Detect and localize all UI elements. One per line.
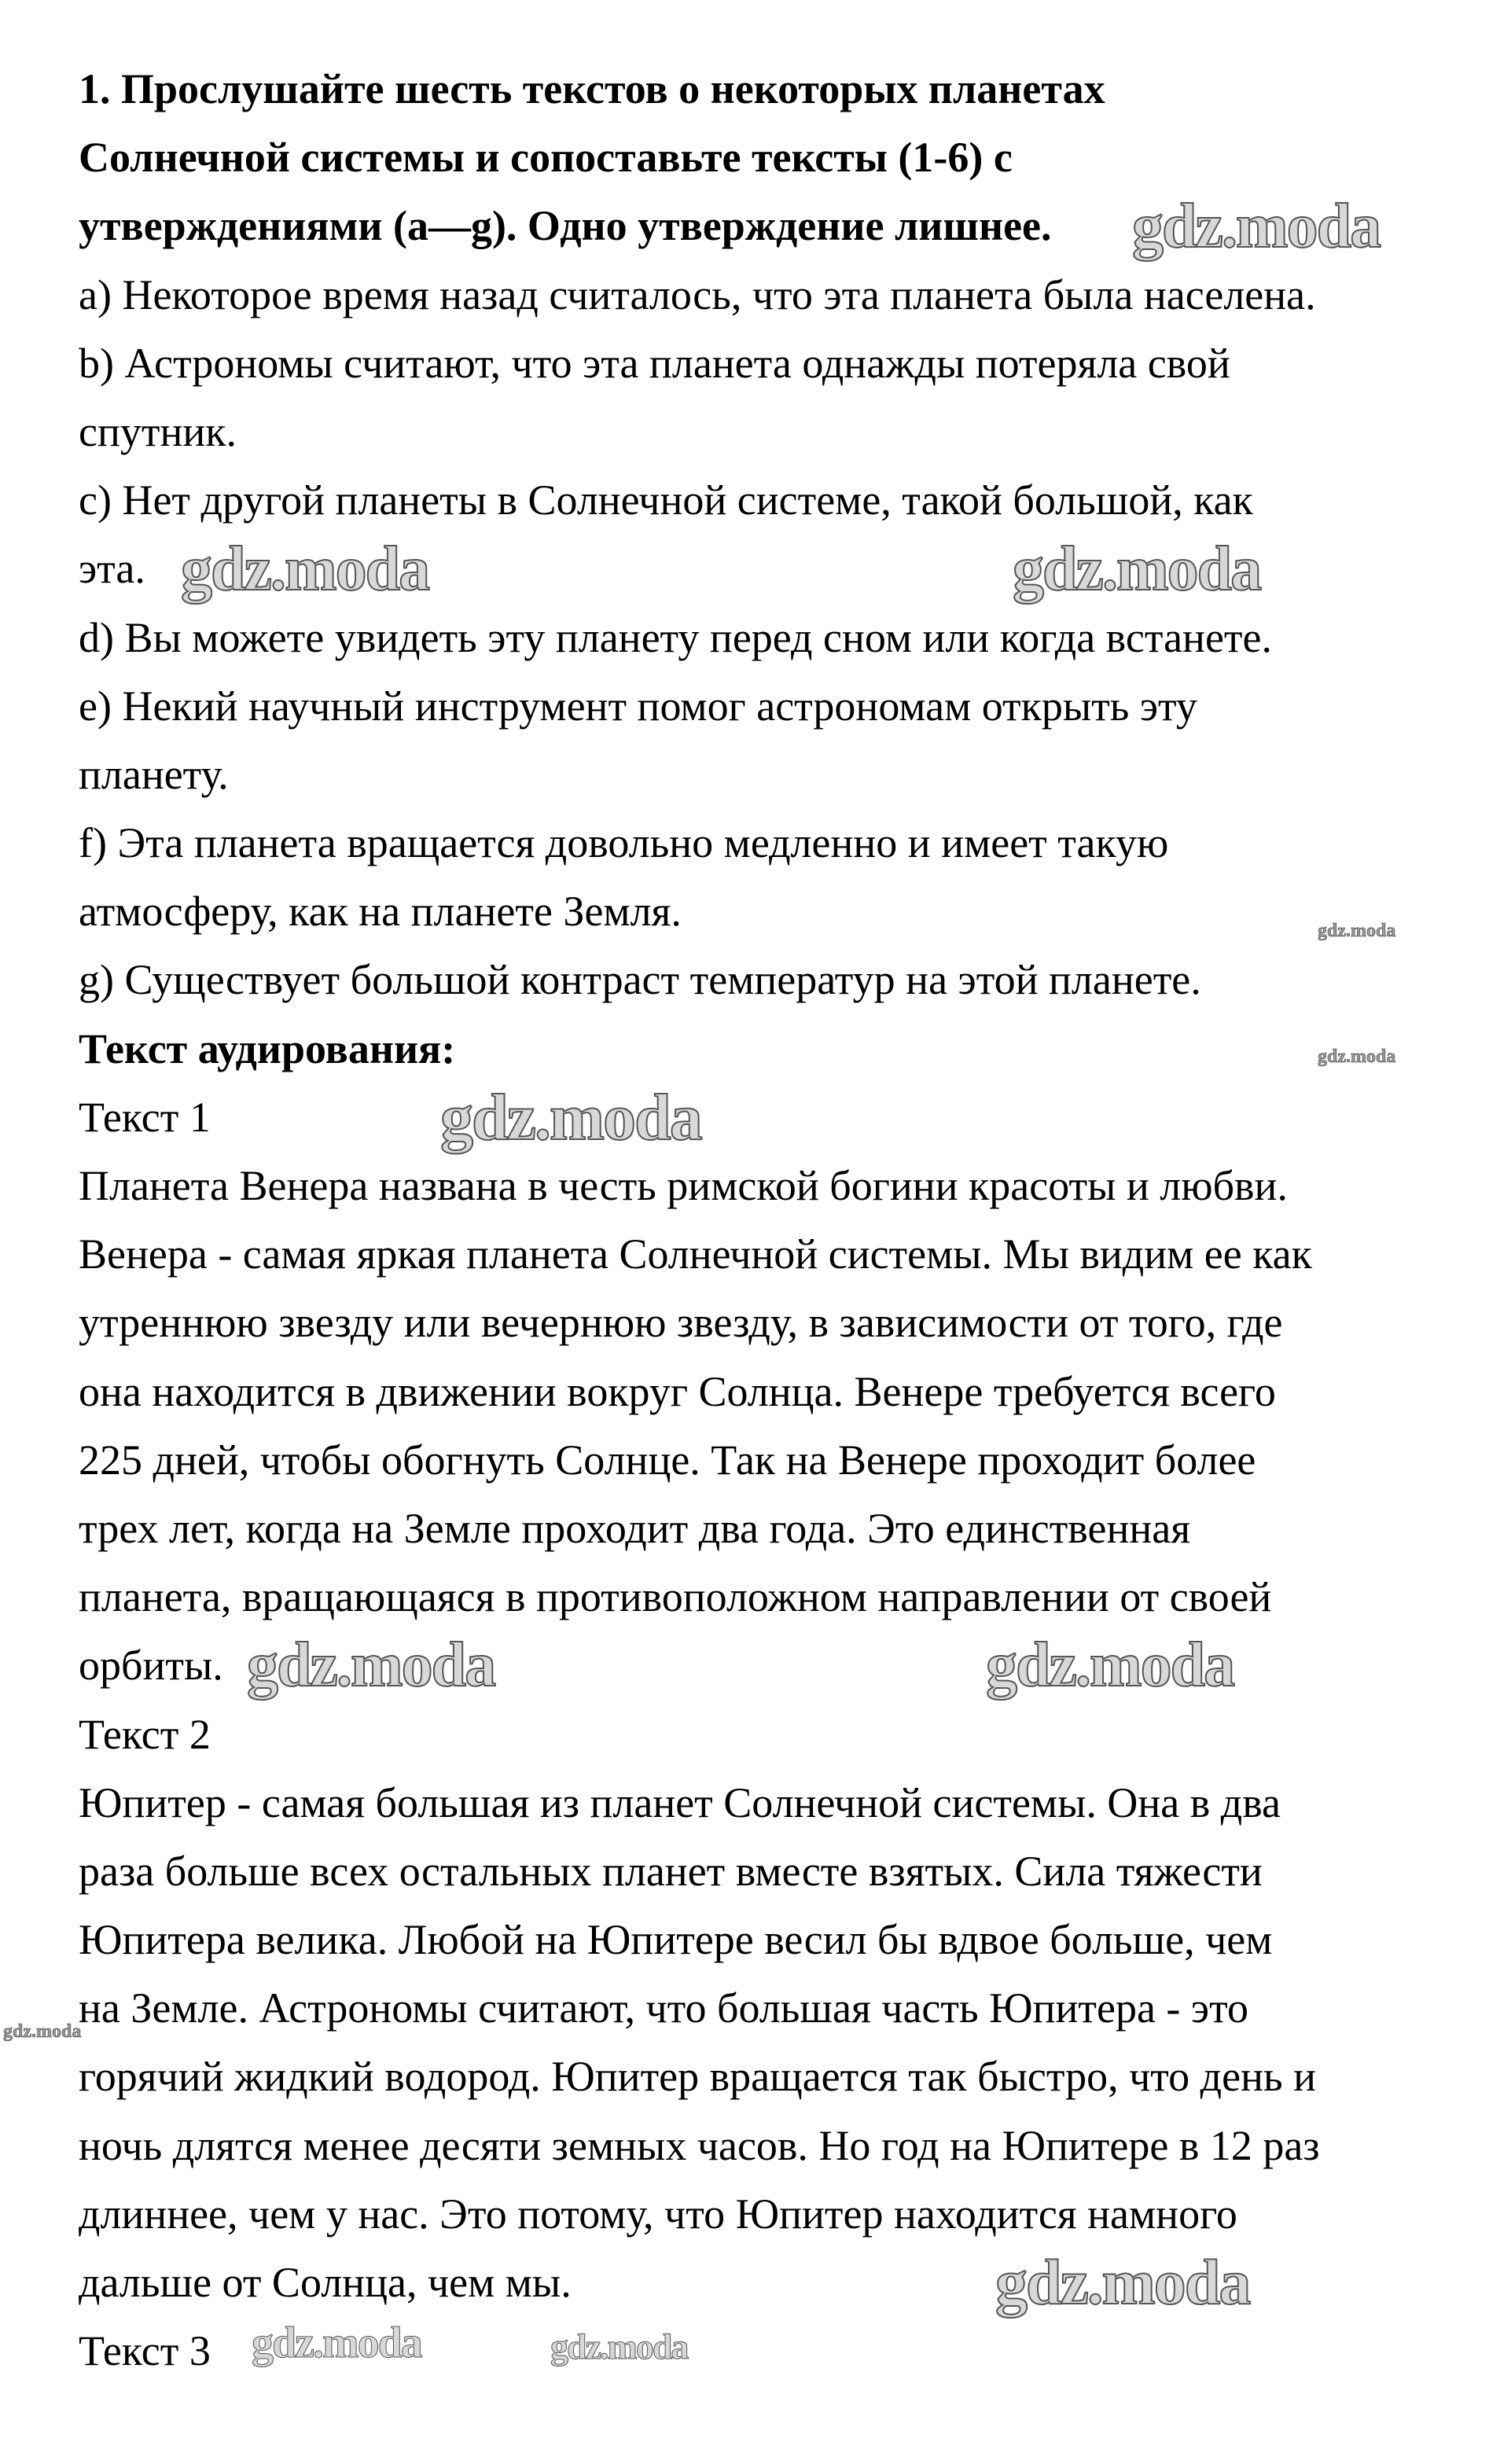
text-line: d) Вы можете увидеть эту планету перед сном или когда встанете. — [79, 613, 1272, 661]
text-line: длиннее, чем у нас. Это потому, что Юпитер находится намного — [79, 2190, 1237, 2238]
text-line: g) Существует большой контраст температур на этой планете. — [79, 956, 1201, 1004]
text-line: Венера - самая яркая планета Солнечной системы. Мы видим ее как — [79, 1230, 1312, 1278]
text-line: a) Некоторое время назад считалось, что эта планета была населена. — [79, 270, 1316, 318]
watermark: gdz.moda — [3, 2021, 82, 2042]
text-line: планету. — [79, 750, 229, 798]
watermark: gdz.moda — [440, 1081, 701, 1154]
text-line: раза больше всех остальных планет вместе взятых. Сила тяжести — [79, 1847, 1263, 1895]
text-line: горячий жидкий водород. Юпитер вращается так быстро, что день и — [79, 2053, 1317, 2101]
text-line: f) Эта планета вращается довольно медленно и имеет такую — [79, 819, 1169, 867]
watermark: gdz.moda — [986, 1631, 1234, 1700]
text-line: дальше от Солнца, чем мы. — [79, 2259, 572, 2306]
heading-line: 1. Прослушайте шесть текстов о некоторых планетах — [79, 65, 1105, 112]
text-line: Юпитера велика. Любой на Юпитере весил бы вдвое больше, чем — [79, 1916, 1273, 1964]
text-line: Текст 1 — [79, 1093, 211, 1141]
text-line: она находится в движении вокруг Солнца. Венере требуется всего — [79, 1367, 1276, 1415]
heading-line: утверждениями (a—g). Одно утверждение лишнее. — [79, 202, 1052, 250]
document-body — [79, 55, 1442, 2385]
watermark: gdz.moda — [252, 2319, 421, 2367]
text-line: b) Астрономы считают, что эта планета однажды потеряла свой — [79, 339, 1230, 387]
watermark: gdz.moda — [1318, 1046, 1396, 1067]
text-line: трех лет, когда на Земле проходит два года. Это единственная — [79, 1504, 1191, 1552]
watermark: gdz.moda — [1132, 192, 1381, 261]
text-line: атмосферу, как на планете Земля. — [79, 888, 682, 936]
watermark: gdz.moda — [1013, 535, 1261, 604]
text-line: планета, вращающаяся в противоположном направлении от своей — [79, 1573, 1272, 1621]
text-line: e) Некий научный инструмент помог астрономам открыть эту — [79, 682, 1197, 730]
watermark: gdz.moda — [1318, 921, 1396, 941]
text-line: Планета Венера названа в честь римской богини красоты и любви. — [79, 1162, 1288, 1209]
watermark: gdz.moda — [247, 1631, 495, 1700]
heading-line: Солнечной системы и сопоставьте тексты (1-6) с — [79, 134, 1013, 182]
watermark: gdz.moda — [995, 2246, 1250, 2318]
text-line: эта. — [79, 545, 145, 593]
heading-line: Текст аудирования: — [79, 1024, 456, 1072]
text-line: ночь длятся менее десяти земных часов. Но год на Юпитере в 12 раз — [79, 2121, 1320, 2169]
text-line: орбиты. — [79, 1642, 223, 1690]
text-line: на Земле. Астрономы считают, что большая часть Юпитера - это — [79, 1984, 1248, 2032]
text-line: спутник. — [79, 407, 237, 455]
text-line: Юпитер - самая большая из планет Солнечной системы. Она в два — [79, 1778, 1281, 1826]
watermark: gdz.moda — [181, 535, 429, 604]
watermark: gdz.moda — [550, 2326, 688, 2367]
text-line: Текст 2 — [79, 1710, 211, 1758]
text-line: Текст 3 — [79, 2327, 211, 2375]
text-line: c) Нет другой планеты в Солнечной системе, такой большой, как — [79, 476, 1253, 524]
text-line: 225 дней, чтобы обогнуть Солнце. Так на Венере проходит более — [79, 1436, 1256, 1484]
text-line: утреннюю звезду или вечернюю звезду, в зависимости от того, где — [79, 1299, 1283, 1347]
